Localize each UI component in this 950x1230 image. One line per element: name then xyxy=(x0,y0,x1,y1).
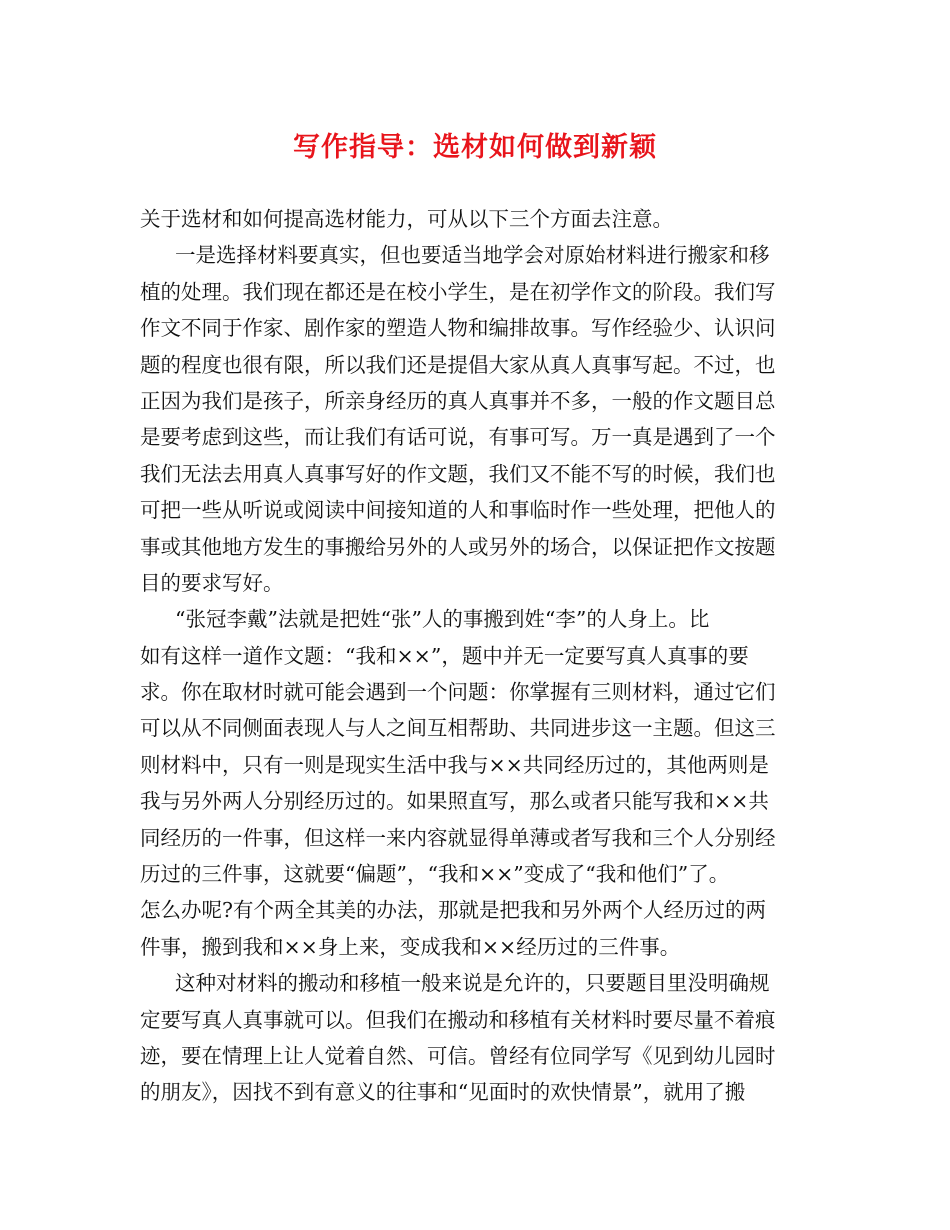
text-line: 题的程度也很有限，所以我们还是提倡大家从真人真事写起。不过，也 xyxy=(140,352,776,377)
text-line: 同经历的一件事，但这样一来内容就显得单薄或者写我和三个人分别经 xyxy=(140,825,776,850)
text-line: 目的要求写好。 xyxy=(140,570,284,595)
text-line: 植的处理。我们现在都还是在校小学生，是在初学作文的阶段。我们写 xyxy=(140,279,776,304)
text-line: 件事，搬到我和××身上来，变成我和××经历过的三件事。 xyxy=(140,934,681,959)
text-line: 事或其他地方发生的事搬给另外的人或另外的场合，以保证把作文按题 xyxy=(140,534,776,559)
paragraph xyxy=(140,965,830,1111)
text-line: 求。你在取材时就可能会遇到一个问题：你掌握有三则材料，通过它们 xyxy=(140,680,776,705)
document-title: 写作指导：选材如何做到新颖 xyxy=(293,132,657,163)
text-line: “张冠李戴”法就是把姓“张”人的事搬到姓“李”的人身上。比 xyxy=(175,607,710,632)
text-line: 则材料中，只有一则是现实生活中我与××共同经历过的，其他两则是 xyxy=(140,752,769,777)
text-line: 关于选材和如何提高选材能力，可从以下三个方面去注意。 xyxy=(140,207,673,231)
text-line: 一是选择材料要真实，但也要适当地学会对原始材料进行搬家和移 xyxy=(175,243,770,268)
text-line: 作文不同于作家、剧作家的塑造人物和编排故事。写作经验少、认识问 xyxy=(140,316,776,341)
text-line: 定要写真人真事就可以。但我们在搬动和移植有关材料时要尽量不着痕 xyxy=(140,1007,776,1032)
text-line: 迹，要在情理上让人觉着自然、可信。曾经有位同学写《见到幼儿园时 xyxy=(140,1043,776,1068)
paragraph xyxy=(140,237,830,601)
text-line: 如有这样一道作文题：“我和××”，题中并无一定要写真人真事的要 xyxy=(140,643,749,668)
text-line: 可以从不同侧面表现人与人之间互相帮助、共同进步这一主题。但这三 xyxy=(140,716,776,741)
text-line: 我们无法去用真人真事写好的作文题，我们又不能不写的时候，我们也 xyxy=(140,461,776,486)
text-line: 历过的三件事，这就要“偏题”，“我和××”变成了“我和他们”了。 xyxy=(140,862,730,887)
text-line: 这种对材料的搬动和移植一般来说是允许的，只要题目里没明确规 xyxy=(175,971,770,996)
text-line: 怎么办呢?有个两全其美的办法，那就是把我和另外两个人经历过的两 xyxy=(140,898,766,923)
document-body xyxy=(140,201,830,1111)
paragraph xyxy=(140,601,830,965)
text-line: 我与另外两人分别经历过的。如果照直写，那么或者只能写我和××共 xyxy=(140,789,769,814)
text-line: 是要考虑到这些，而让我们有话可说，有事可写。万一真是遇到了一个 xyxy=(140,425,776,450)
text-line: 正因为我们是孩子，所亲身经历的真人真事并不多，一般的作文题目总 xyxy=(140,388,776,413)
text-line: 的朋友》，因找不到有意义的往事和“见面时的欢快情景”，就用了搬 xyxy=(140,1080,746,1105)
text-line: 可把一些从听说或阅读中间接知道的人和事临时作一些处理，把他人的 xyxy=(140,498,776,523)
paragraph xyxy=(140,201,830,237)
